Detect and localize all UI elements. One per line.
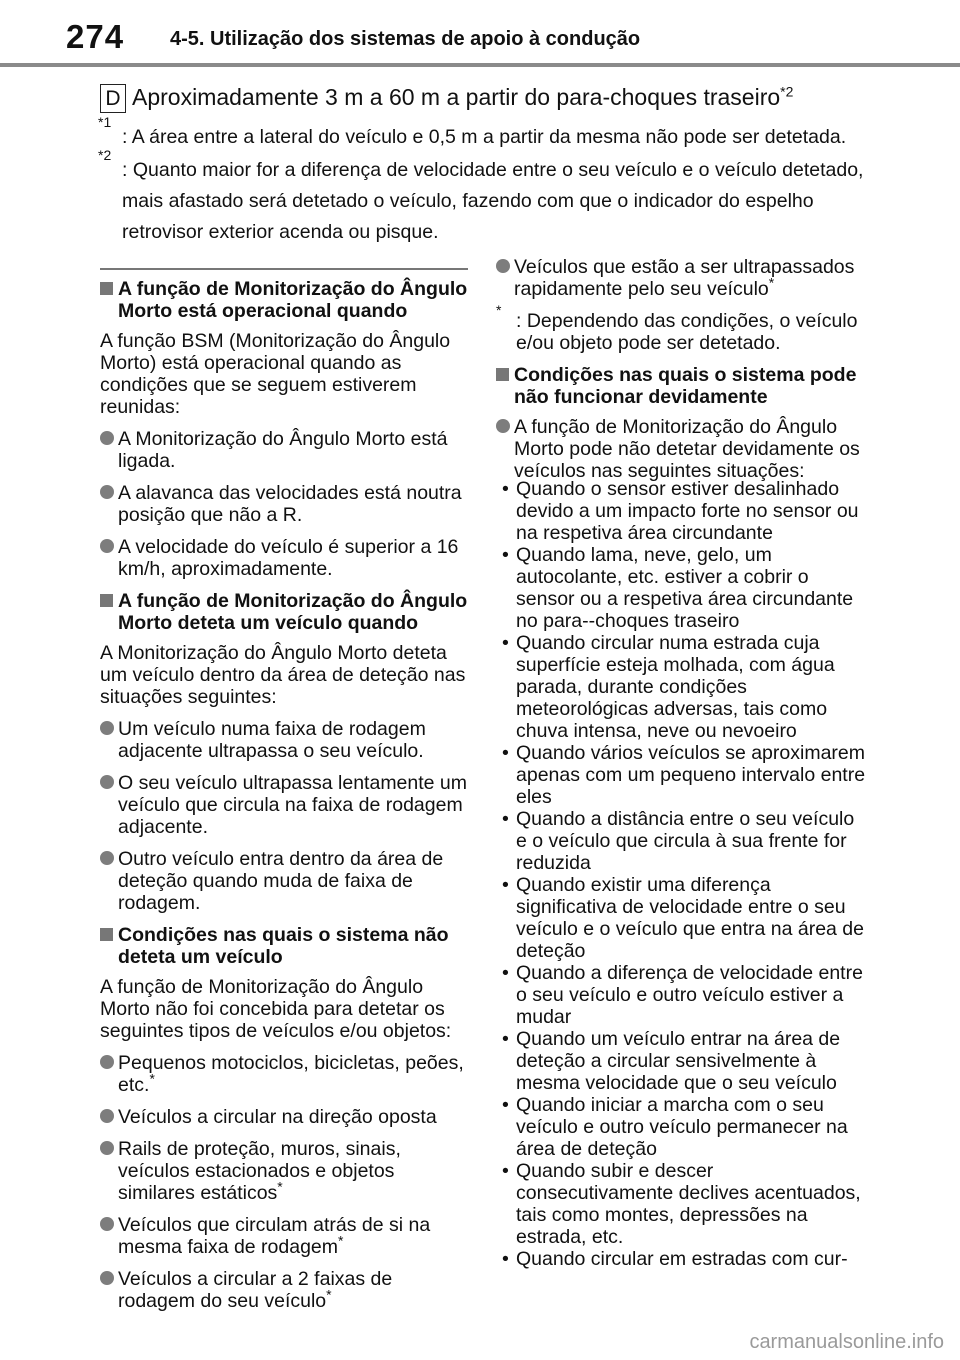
- sub-list-item: • Quando iniciar a marcha com o seu veículo e outro veículo permanecer na área de deteção: [502, 1094, 848, 1160]
- heading-detects: A função de Monitorização do Ângulo Morto deteta um veículo quando: [100, 590, 468, 634]
- square-bullet-icon: [100, 594, 113, 607]
- circle-bullet-icon: [100, 1055, 114, 1069]
- page-number: 274: [66, 18, 125, 55]
- circle-bullet-icon: [100, 431, 114, 445]
- footnote-text: : A área entre a lateral do veículo e 0,5 m a partir da mesma não pode ser detetada.: [122, 126, 847, 148]
- header-divider: [0, 63, 960, 67]
- circle-bullet-icon: [100, 721, 114, 735]
- circle-bullet-icon: [100, 1217, 114, 1231]
- list-item: A velocidade do veículo é superior a 16 km/h, aproximadamente.: [100, 536, 468, 580]
- list-item: A alavanca das velocidades está noutra posição que não a R.: [100, 482, 468, 526]
- circle-bullet-icon: [100, 1271, 114, 1285]
- paragraph: A função BSM (Monitorização do Ângulo Morto) está operacional quando as condições que se seguem estiverem reunidas:: [100, 329, 451, 418]
- sub-list-item: • Quando a distância entre o seu veículo e o veículo que circula à sua frente for reduzida: [502, 808, 855, 874]
- sub-list-item: • Quando vários veículos se aproximarem apenas com um pequeno intervalo entre eles: [502, 742, 866, 808]
- heading-operational: A função de Monitorização do Ângulo Morto está operacional quando: [100, 278, 468, 322]
- sub-list: [498, 478, 868, 1270]
- list-item: O seu veículo ultrapassa lentamente um veículo que circula na faixa de rodagem adjacente.: [100, 772, 468, 838]
- list-item: A Monitorização do Ângulo Morto está ligada.: [100, 428, 468, 472]
- right-column: [496, 256, 868, 1270]
- sub-list-item: • Quando circular em estradas com cur-: [502, 1248, 848, 1270]
- list-item: Outro veículo entra dentro da área de deteção quando muda de faixa de rodagem.: [100, 848, 468, 914]
- list-item: Veículos que circulam atrás de si na mesma faixa de rodagem*: [100, 1214, 468, 1258]
- page-header: [0, 0, 960, 70]
- list-item: A função de Monitorização do Ângulo Morto pode não detetar devidamente os veículos nas seguintes situações:: [496, 416, 868, 482]
- range-text: Aproximadamente 3 m a 60 m a partir do para-choques traseiro: [132, 84, 781, 110]
- heading-not-detect: Condições nas quais o sistema não deteta um veículo: [100, 924, 468, 968]
- left-column: [100, 268, 468, 1322]
- range-sup: *2: [780, 83, 794, 100]
- list-item: Um veículo numa faixa de rodagem adjacente ultrapassa o seu veículo.: [100, 718, 468, 762]
- sub-list-item: • Quando o sensor estiver desalinhado devido a um impacto forte no sensor ou na respetiva área circundante: [502, 478, 859, 544]
- column-divider: [100, 268, 468, 270]
- circle-bullet-icon: [496, 419, 510, 433]
- list-item: Veículos que estão a ser ultrapassados rapidamente pelo seu veículo*: [496, 256, 868, 300]
- list-item: Veículos a circular na direção oposta: [100, 1106, 468, 1128]
- range-line-d: [100, 84, 793, 113]
- paragraph: A Monitorização do Ângulo Morto deteta um veículo dentro da área de deteção nas situações seguintes:: [100, 641, 466, 708]
- watermark-link[interactable]: carmanualsonline.info: [749, 1331, 944, 1353]
- heading-may-not-work: Condições nas quais o sistema pode não funcionar devidamente: [496, 364, 868, 408]
- list-item: Pequenos motociclos, bicicletas, peões, etc.*: [100, 1052, 468, 1096]
- range-badge: D: [100, 84, 126, 113]
- footnotes: [98, 114, 868, 248]
- square-bullet-icon: [100, 928, 113, 941]
- paragraph: A função de Monitorização do Ângulo Morto não foi concebida para detetar os seguintes tipos de veículos e/ou objetos:: [100, 975, 452, 1042]
- section-title: 4-5. Utilização dos sistemas de apoio à condução: [170, 28, 641, 50]
- circle-bullet-icon: [100, 1141, 114, 1155]
- sub-list-item: • Quando a diferença de velocidade entre o seu veículo e outro veículo estiver a mudar: [502, 962, 863, 1028]
- circle-bullet-icon: [100, 1109, 114, 1123]
- sub-list-item: • Quando subir e descer consecutivamente declives acentuados, tais como montes, depressões na estrada, etc.: [502, 1160, 861, 1248]
- sub-list-item: • Quando existir uma diferença significativa de velocidade entre o seu veículo e o veículo que entra na área de deteção: [502, 874, 864, 962]
- sub-list-item: • Quando lama, neve, gelo, um autocolante, etc. estiver a cobrir o sensor ou a respetiva área circundante no para--choques traseiro: [502, 544, 854, 632]
- square-bullet-icon: [496, 368, 509, 381]
- asterisk-note: * : Dependendo das condições, o veículo e/ou objeto pode ser detetado.: [496, 302, 858, 354]
- sub-list-item: • Quando um veículo entrar na área de deteção a circular sensivelmente à mesma velocidade que o seu veículo: [502, 1028, 841, 1094]
- square-bullet-icon: [100, 282, 113, 295]
- list-item: Rails de proteção, muros, sinais, veículos estacionados e objetos similares estáticos*: [100, 1138, 468, 1204]
- footnote-2: *2 : Quanto maior for a diferença de velocidade entre o seu veículo e o veículo detetado, mais afastado será detetado o veículo, fazendo com que o indicador do espelho retrovisor exterior acenda ou pisque.: [98, 147, 864, 243]
- sub-list-item: • Quando circular numa estrada cuja superfície esteja molhada, com água parada, durante condições meteorológicas adversas, tais como chuva intensa, neve ou nevoeiro: [502, 632, 835, 742]
- circle-bullet-icon: [100, 851, 114, 865]
- circle-bullet-icon: [100, 775, 114, 789]
- list-item: Veículos a circular a 2 faixas de rodagem do seu veículo*: [100, 1268, 468, 1312]
- circle-bullet-icon: [100, 485, 114, 499]
- footnote-text: : Quanto maior for a diferença de velocidade entre o seu veículo e o veículo detetado, mais afastado será detetado o veículo, fazendo com que o indicador do espelho retrovisor exterior acenda ou pisque.: [122, 159, 864, 243]
- circle-bullet-icon: [100, 539, 114, 553]
- circle-bullet-icon: [496, 259, 510, 273]
- footnote-1: *1 : A área entre a lateral do veículo e 0,5 m a partir da mesma não pode ser detetada.: [98, 114, 847, 148]
